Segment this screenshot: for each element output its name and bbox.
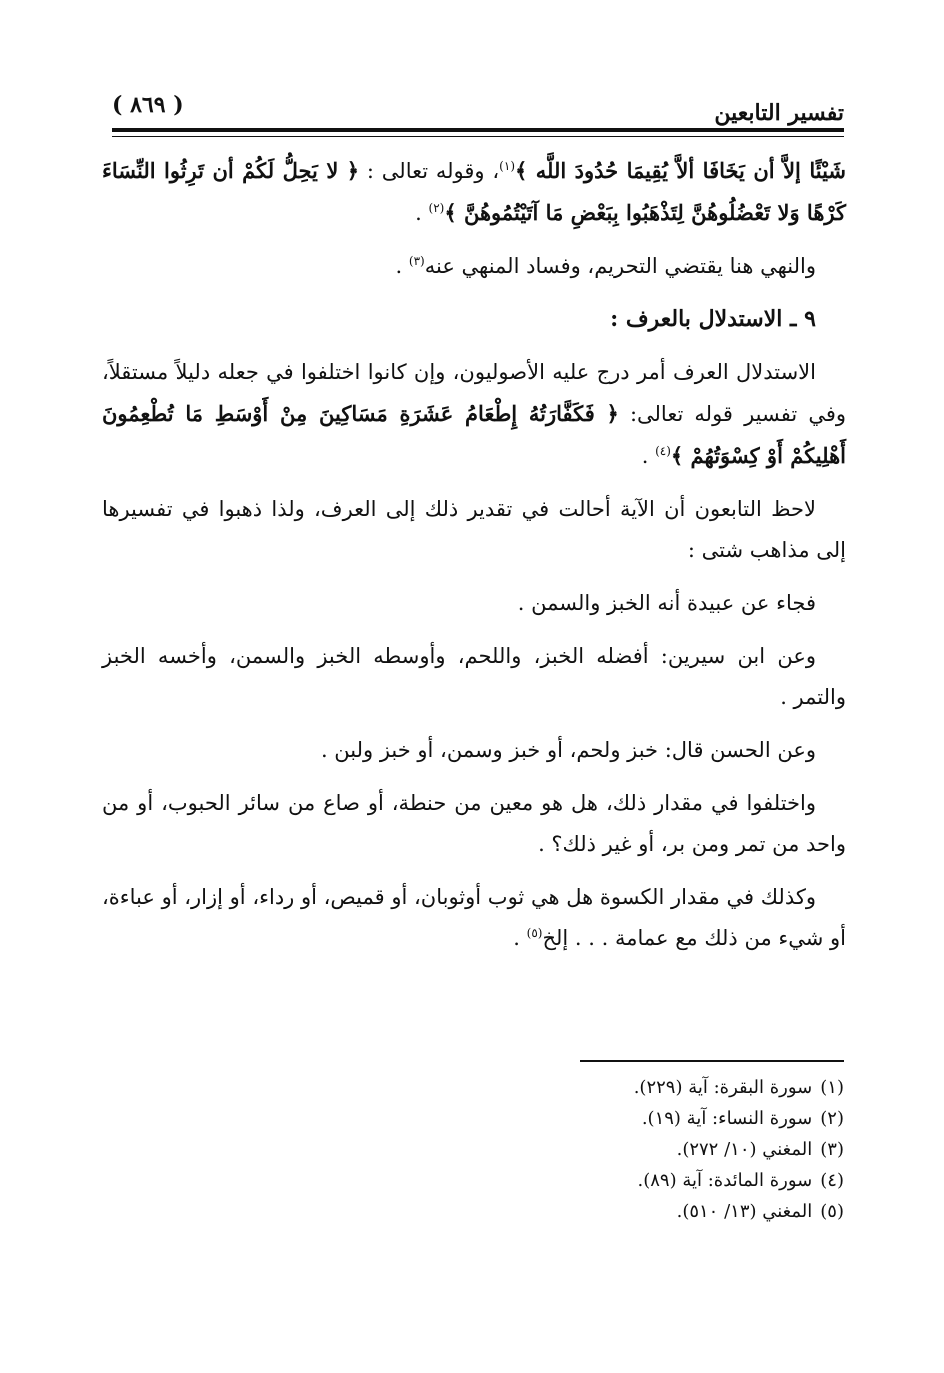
footnote-ref: (٣) [408,254,425,268]
footnote-text: سورة المائدة: آية (٨٩). [637,1170,813,1191]
footnote-1 [300,1072,844,1103]
paragraph-end: . [395,254,409,278]
paragraph-text: الاستدلال العرف أمر درج عليه الأصوليون، وإن كانوا اختلفوا في جعله دليلاً مستقلاً، وفي تفسير قوله تعالى: [102,360,846,426]
quran-verse: ﴿ لا يَحِلُّ لَكُمْ أن تَرِثُوا النِّسَاءَ كَرْهًا وَلا تَعْضُلُوهُنَّ لِتَذْهَبُوا بِبَعْضِ مَا آتَيْتُمُوهُنَّ ﴾ [102,158,846,225]
paragraph-5: فجاء عن عبيدة أنه الخبز والسمن . [517,591,816,615]
paragraph-3 [102,352,846,477]
paragraph-4: لاحظ التابعون أن الآية أحالت في تقدير ذلك إلى العرف، ولذا ذهبوا في تفسيرها إلى مذاهب شتى : [102,497,846,562]
footnote-text: سورة النساء: آية (١٩). [641,1108,813,1129]
quran-verse: ﴿ فَكَفَّارَتُهُ إِطْعَامُ عَشَرَةِ مَسَاكِينَ مِنْ أَوْسَطِ مَا تُطْعِمُونَ أَهْلِيكُمْ أَوْ كِسْوَتُهُمْ ﴾ [102,401,846,468]
footnote-number: (٤) [820,1170,844,1191]
paragraph-6: وعن ابن سيرين: أفضله الخبز، واللحم، وأوسطه الخبز والسمن، وأخسه الخبز والتمر . [102,644,846,709]
paragraph-1 [102,150,846,234]
footnote-ref: (١) [499,159,515,173]
section-heading: ٩ ـ الاستدلال بالعرف : [610,306,816,332]
footnote-separator [580,1060,844,1062]
paragraph-7: وعن الحسن قال: خبز ولحم، أو خبز وسمن، أو خبز ولبن . [320,738,816,762]
header-rule-thin [112,136,844,137]
footnote-number: (١) [820,1077,844,1098]
footnotes [300,1072,844,1227]
footnote-ref: (٤) [655,444,671,458]
footnote-2 [300,1103,844,1134]
paragraph-text: ، وقوله تعالى : [359,159,500,183]
footnote-4 [300,1165,844,1196]
header-rule-thick [112,128,844,132]
quran-verse: شَيْئًا إلاَّ أن يَخَافَا ألاَّ يُقِيمَا حُدُودَ اللَّه ﴾ [515,158,846,183]
footnote-ref: (٢) [428,201,445,215]
paragraph-end: . [513,926,527,950]
footnote-number: (٣) [820,1139,844,1160]
body-text [102,150,846,971]
paragraph-text: وكذلك في مقدار الكسوة هل هي ثوب أوثوبان، أو قميص، أو رداء، أو إزار، أو عباءة، أو شيء من ذلك مع عمامة . . . إلخ [102,885,846,950]
paragraph-text: والنهي هنا يقتضي التحريم، وفساد المنهي عنه [424,254,816,278]
paragraph-2 [102,246,846,287]
paragraph-end: . [415,201,429,225]
page-number: ( ٨٦٩ ) [112,92,184,118]
footnote-3 [300,1134,844,1165]
running-header-title: تفسير التابعين [714,100,844,126]
paragraph-9 [102,877,846,959]
paragraph-end: . [641,444,656,468]
footnote-text: سورة البقرة: آية (٢٢٩). [633,1077,813,1098]
footnote-5 [300,1196,844,1227]
footnote-text: المغني (١٣/ ٥١٠). [676,1201,813,1222]
footnote-number: (٥) [820,1201,844,1222]
footnote-ref: (٥) [526,926,543,940]
paragraph-8: واختلفوا في مقدار ذلك، هل هو معين من حنطة، أو صاع من سائر الحبوب، أو من واحد من تمر ومن بر، أو غير ذلك؟ . [102,791,846,856]
footnote-number: (٢) [820,1108,844,1129]
footnote-text: المغني (١٠/ ٢٧٢). [676,1139,813,1160]
